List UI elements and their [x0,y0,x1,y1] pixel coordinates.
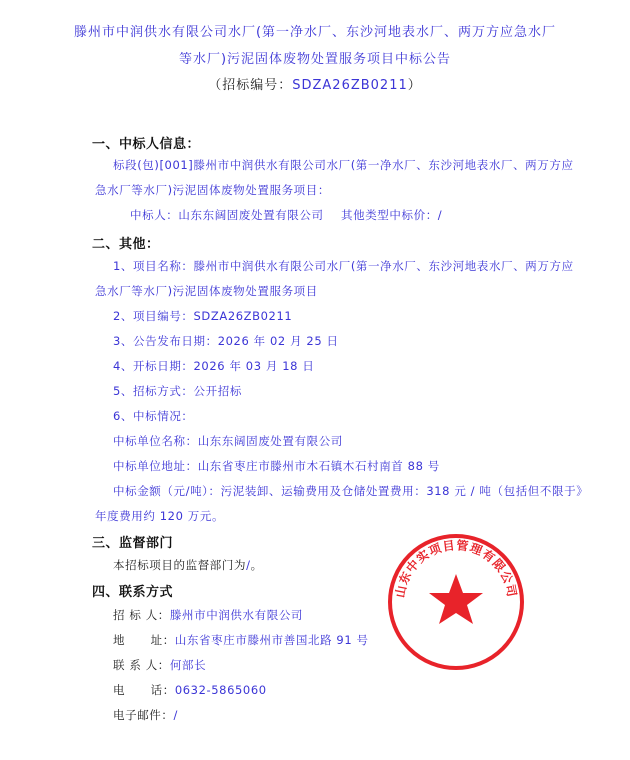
tender-number [0,74,630,93]
star-icon [429,574,483,624]
award-amount-line1: 中标金额（元/吨）：污泥装卸、运输费用及仓储处置费用：318 元 / 吨（包括但不限于》 [113,484,589,498]
seal-icon [385,531,527,673]
announcement-title-line1: 滕州市中润供水有限公司水厂(第一净水厂、东沙河地表水厂、两万方应急水厂 [73,25,557,40]
tender-number-suffix: ） [407,78,422,93]
company-seal [385,531,527,673]
contact-label: 电 话： [113,683,175,697]
section-other-heading: 二、其他： [92,237,160,252]
svg-text:山东中实项目管理有限公司: 山东中实项目管理有限公司 [392,538,520,599]
contact-label: 地 址： [113,633,175,647]
contact-value: 滕州市中润供水有限公司 [169,608,304,622]
contact-value: 何部长 [169,658,207,672]
publish-date: 3、公告发布日期：2026 年 02 月 25 日 [113,334,339,348]
supervision-text-suffix: 。 [250,558,263,572]
opening-date: 4、开标日期：2026 年 03 月 18 日 [113,359,315,373]
contact-label: 电子邮件： [113,708,174,722]
contact-value: 0632-5865060 [174,683,267,697]
award-amount-line2: 年度费用约 120 万元。 [95,509,225,523]
contact-email [113,708,178,722]
winner-name: 中标人：山东东阔固废处置有限公司 [130,208,324,222]
section-contact-heading: 四、联系方式 [92,585,174,600]
announcement-title-line2: 等水厂)污泥固体废物处置服务项目中标公告 [178,52,452,67]
project-number: 2、项目编号：SDZA26ZB0211 [113,309,293,323]
contact-label: 联 系 人： [113,658,170,672]
contact-phone [113,683,267,697]
contact-address [113,633,369,647]
tender-number-prefix: （招标编号： [208,78,293,93]
lot-description-line1: 标段(包)[001]滕州市中润供水有限公司水厂(第一净水厂、东沙河地表水厂、两万方应 [113,158,574,172]
project-name-line2: 急水厂等水厂)污泥固体废物处置服务项目 [95,284,318,298]
section-supervision-heading: 三、监督部门 [92,536,174,551]
contact-label: 招 标 人： [113,608,170,622]
winning-company-address: 中标单位地址：山东省枣庄市滕州市木石镇木石村南首 88 号 [113,459,440,473]
tender-method: 5、招标方式：公开招标 [113,384,242,398]
contact-tenderer [113,608,303,622]
winning-company-name: 中标单位名称：山东东阔固废处置有限公司 [113,434,343,448]
supervision-text-prefix: 本招标项目的监督部门为 [113,558,247,572]
contact-value: 山东省枣庄市滕州市善国北路 91 号 [174,633,369,647]
contact-person [113,658,206,672]
other-bid-price: 其他类型中标价：/ [341,208,443,222]
supervision-text [113,558,263,572]
award-status: 6、中标情况： [113,409,194,423]
supervision-department: / [246,558,251,572]
tender-number-value: SDZA26ZB0211 [292,78,408,93]
lot-description-line2: 急水厂等水厂)污泥固体废物处置服务项目： [95,183,330,197]
section-winner-info-heading: 一、中标人信息： [92,137,201,152]
project-name-line1: 1、项目名称：滕州市中润供水有限公司水厂(第一净水厂、东沙河地表水厂、两万方应 [113,259,574,273]
contact-value: / [173,708,178,722]
